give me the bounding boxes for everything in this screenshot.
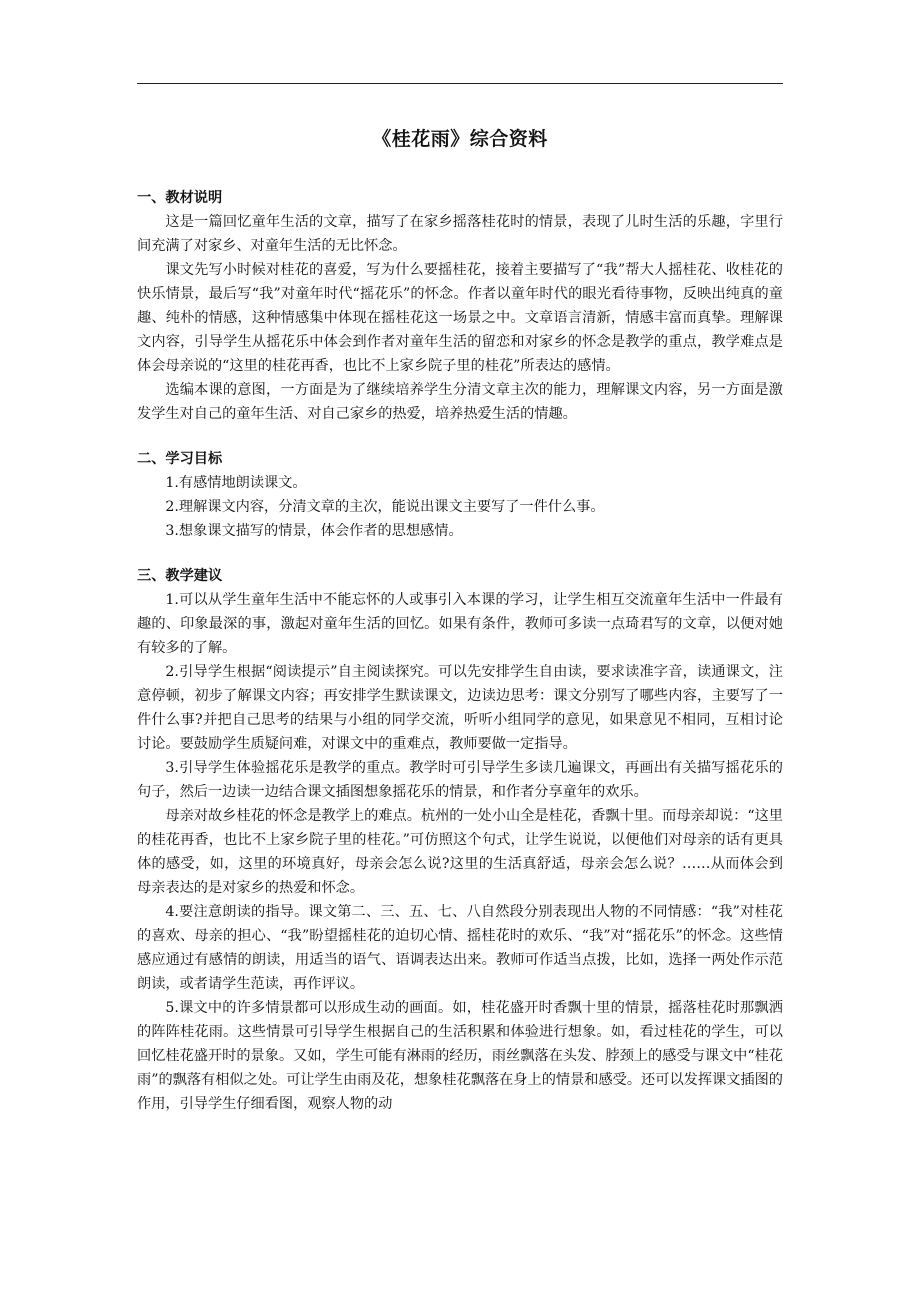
paragraph: 5.课文中的许多情景都可以形成生动的画面。如，桂花盛开时香飘十里的情景，摇落桂花时那飘洒的阵阵桂花雨。这些情景可引导学生根据自己的生活积累和体验进行想象。如，看过桂花的学生，可以回忆桂花盛开时的景象。又如，学生可能有淋雨的经历，雨丝飘落在头发、脖颈上的感受与课文中“桂花雨”的飘落有相似之处。可让学生由雨及花，想象桂花飘落在身上的情景和感受。还可以发挥课文插图的作用，引导学生仔细看图，观察人物的动 xyxy=(137,1000,783,1112)
section-teaching-material xyxy=(137,186,783,426)
list-item: 3.想象课文描写的情景，体会作者的思想感情。 xyxy=(165,523,463,539)
section-spacer xyxy=(137,426,783,447)
section-heading: 二、学习目标 xyxy=(137,451,223,467)
list-item: 1.有感情地朗读课文。 xyxy=(165,475,307,491)
paragraph: 课文先写小时候对桂花的喜爱，写为什么要摇桂花，接着主要描写了“我”帮大人摇桂花、收桂花的快乐情景，最后写“我”对童年时代“摇花乐”的怀念。作者以童年时代的眼光看待事物，反映出纯真的童趣、纯朴的情感，这种情感集中体现在摇桂花这一场景之中。文章语言清新，情感丰富而真挚。理解课文内容，引导学生从摇花乐中体会到作者对童年生活的留恋和对家乡的怀念是教学的重点，教学难点是体会母亲说的“这里的桂花再香，也比不上家乡院子里的桂花”所表达的感情。 xyxy=(137,262,783,374)
paragraph: 3.引导学生体验摇花乐是教学的重点。教学时可引导学生多读几遍课文，再画出有关描写摇花乐的句子，然后一边读一边结合课文插图想象摇花乐的情景，和作者分享童年的欢乐。 xyxy=(137,760,783,800)
paragraph: 2.引导学生根据“阅读提示”自主阅读探究。可以先安排学生自由读，要求读准字音，读通课文，注意停顿，初步了解课文内容；再安排学生默读课文，边读边思考：课文分别写了哪些内容，主要写了一件什么事?并把自己思考的结果与小组的同学交流，听听小组同学的意见，如果意见不相同，互相讨论讨论。要鼓励学生质疑问难，对课文中的重难点，教师要做一定指导。 xyxy=(137,664,783,752)
paragraph: 4.要注意朗读的指导。课文第二、三、五、七、八自然段分别表现出人物的不同情感：“我”对桂花的喜欢、母亲的担心、“我”盼望摇桂花的迫切心情、摇桂花时的欢乐、“我”对“摇花乐”的怀念。这些情感应通过有感情的朗读，用适当的语气、语调表达出来。教师可作适当点拨，比如，选择一两处作示范朗读，或者请学生范读，再作评议。 xyxy=(137,904,783,992)
paragraph: 1.可以从学生童年生活中不能忘怀的人或事引入本课的学习，让学生相互交流童年生活中一件最有趣的、印象最深的事，激起对童年生活的回忆。如果有条件，教师可多读一点琦君写的文章，以便对她有较多的了解。 xyxy=(137,592,783,656)
document-title: 《桂花雨》综合资料 xyxy=(372,128,548,150)
paragraph: 这是一篇回忆童年生活的文章，描写了在家乡摇落桂花时的情景，表现了儿时生活的乐趣，字里行间充满了对家乡、对童年生活的无比怀念。 xyxy=(137,214,783,254)
section-heading: 一、教材说明 xyxy=(137,190,223,206)
paragraph: 选编本课的意图，一方面是为了继续培养学生分清文章主次的能力，理解课文内容，另一方面是激发学生对自己的童年生活、对自己家乡的热爱，培养热爱生活的情趣。 xyxy=(137,382,783,422)
section-learning-goals xyxy=(137,447,783,543)
document-body xyxy=(137,186,783,1116)
section-spacer xyxy=(137,543,783,564)
list-item: 2.理解课文内容，分清文章的主次，能说出课文主要写了一件什么事。 xyxy=(165,499,605,515)
paragraph: 母亲对故乡桂花的怀念是教学上的难点。杭州的一处小山全是桂花，香飘十里。而母亲却说：“这里的桂花再香，也比不上家乡院子里的桂花。”可仿照这个句式，让学生说说，以便他们对母亲的话有更具体的感受，如，这里的环境真好，母亲会怎么说?这里的生活真舒适，母亲会怎么说？……从而体会到母亲表达的是对家乡的热爱和怀念。 xyxy=(137,808,783,896)
section-heading: 三、教学建议 xyxy=(137,568,223,584)
section-teaching-suggestions xyxy=(137,564,783,1116)
header-rule xyxy=(137,83,783,84)
